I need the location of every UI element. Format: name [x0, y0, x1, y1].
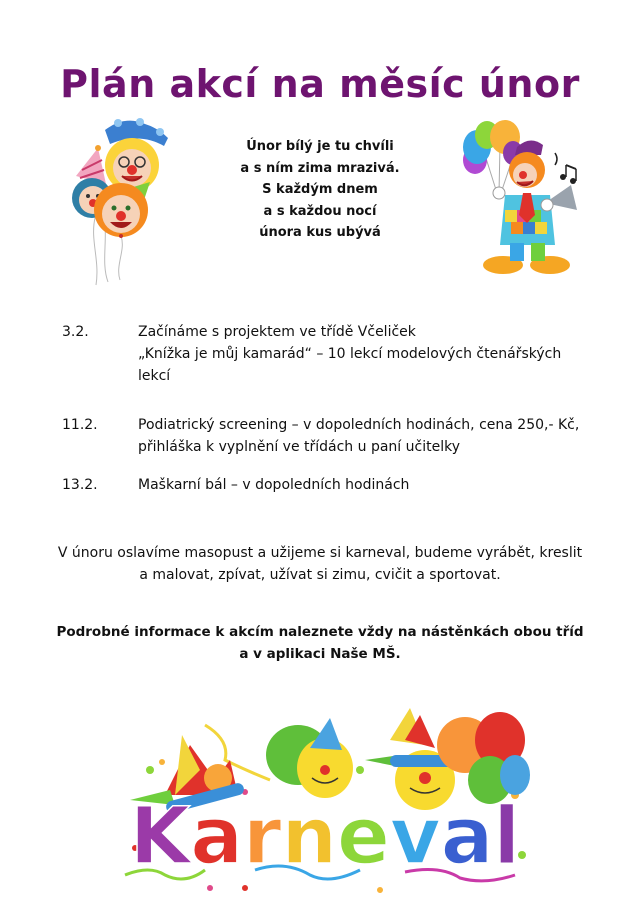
music-notes-icon — [555, 153, 576, 184]
clown-with-balloons-illustration — [455, 115, 590, 280]
karneval-letter: r — [242, 792, 282, 882]
info-line: a malovat, zpívat, užívat si zimu, cvičit a sportovat. — [139, 567, 501, 583]
karneval-letter: a — [440, 792, 494, 882]
karneval-letter: e — [336, 792, 390, 882]
event-line: Maškarní bál – v dopoledních hodinách — [138, 477, 410, 493]
details-paragraph — [20, 621, 620, 665]
karneval-letter: a — [190, 792, 243, 882]
clown-body — [483, 140, 577, 274]
poem — [200, 136, 440, 244]
clown-balloons-illustration — [60, 110, 170, 290]
karneval-letter: n — [281, 792, 337, 882]
event-line: Začínáme s projektem ve třídě Včeliček — [138, 324, 416, 340]
poem-line: a s ním zima mrazivá. — [240, 160, 400, 176]
balloon-face-party-hat — [266, 718, 353, 798]
event-line: lekcí — [138, 368, 171, 384]
event-description — [138, 321, 588, 387]
info-line: V únoru oslavíme masopust a užijeme si karneval, budeme vyrábět, kreslit — [57, 545, 583, 561]
event-description — [138, 474, 588, 496]
clown-face-orange-hair — [94, 183, 148, 238]
event-line: Podiatrický screening – v dopoledních hodinách, cena 250,- Kč, — [138, 417, 580, 433]
poem-line: a s každou nocí — [263, 203, 377, 219]
page-title: Plán akcí na měsíc únor — [60, 62, 580, 106]
event-date: 11.2. — [62, 417, 98, 433]
karneval-letter: v — [389, 792, 441, 882]
event-line: „Knížka je můj kamarád“ – 10 lekcí modelových čtenářských — [138, 346, 562, 362]
event-date: 3.2. — [62, 324, 89, 340]
karneval-word — [130, 792, 520, 882]
karneval-letter: K — [129, 792, 191, 882]
info-paragraph — [20, 542, 620, 586]
event-line: přihláška k vyplnění ve třídách u paní učitelky — [138, 439, 460, 455]
poem-line: S každým dnem — [262, 182, 378, 197]
event-date: 13.2. — [62, 477, 98, 493]
poem-line: Únor bílý je tu chvíli — [246, 139, 394, 154]
details-line: a v aplikaci Naše MŠ. — [239, 646, 401, 662]
karneval-letter: l — [493, 792, 521, 882]
poem-line: února kus ubývá — [259, 225, 381, 240]
details-line: Podrobné informace k akcím naleznete vždy na nástěnkách obou tříd — [56, 624, 584, 640]
event-description — [138, 414, 588, 458]
karneval-banner-illustration — [120, 700, 540, 900]
